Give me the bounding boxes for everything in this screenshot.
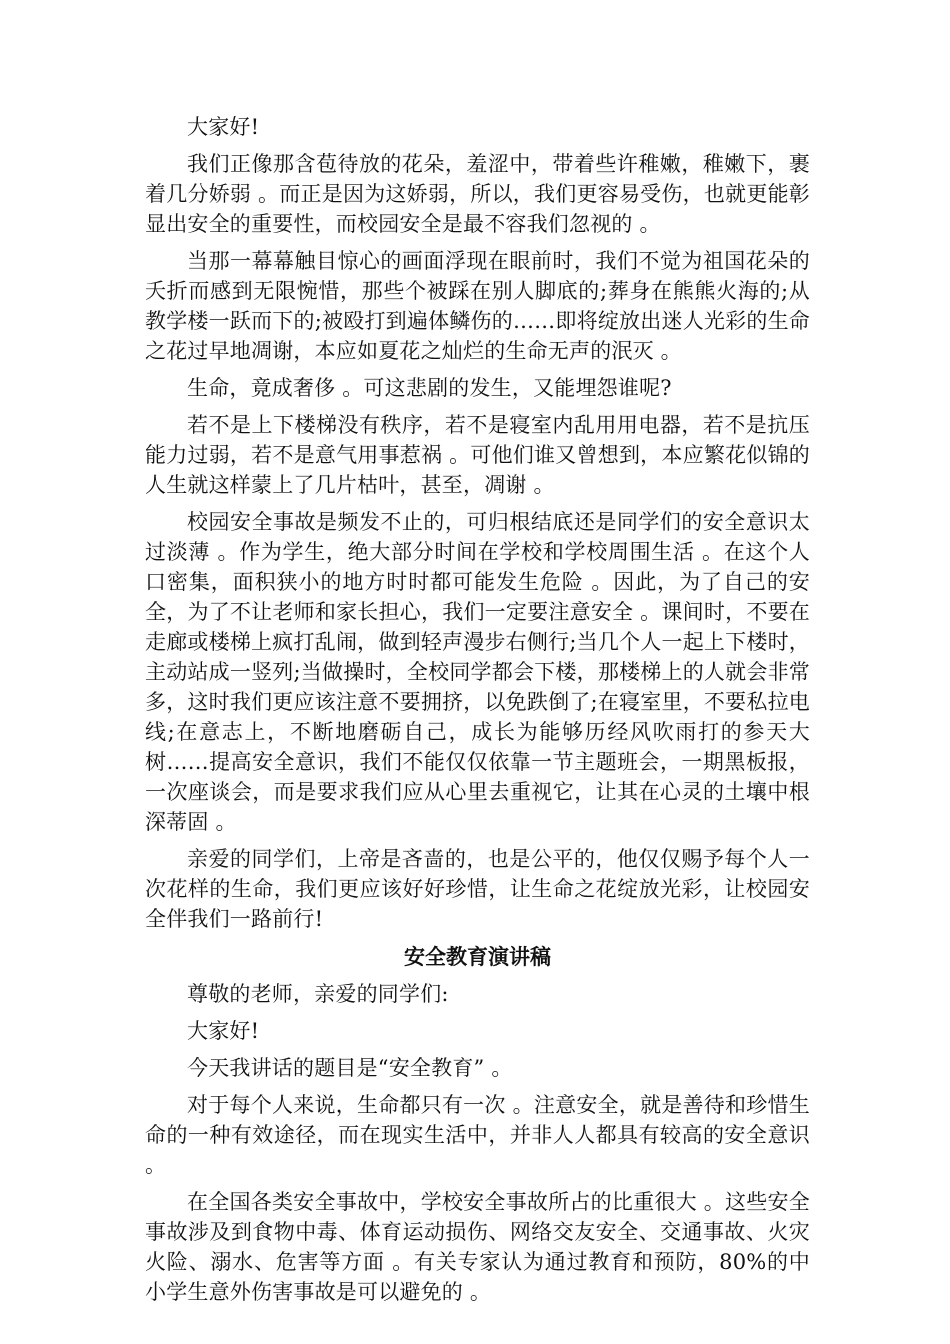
greeting-paragraph: 大家好! bbox=[187, 1019, 260, 1043]
body-paragraph: 对于每个人来说，生命都只有一次 。注意安全，就是善待和珍惜生命的一种有效途径，而在现实生活中，并非人人都具有较高的安全意识 。 bbox=[145, 1093, 810, 1177]
body-paragraph: 在全国各类安全事故中，学校安全事故所占的比重很大 。这些安全事故涉及到食物中毒、体育运动损伤、网络交友安全、交通事故、火灾火险、溺水、危害等方面 。有关专家认为通过教育和预防，80%的中小学生意外伤害事故是可以避免的 。 bbox=[145, 1190, 810, 1304]
section-title: 安全教育演讲稿 bbox=[404, 945, 551, 969]
body-paragraph: 我们正像那含苞待放的花朵，羞涩中，带着些许稚嫩，稚嫩下，裹着几分娇弱 。而正是因为这娇弱，所以，我们更容易受伤，也就更能彰显出安全的重要性，而校园安全是最不容我们忽视的 。 bbox=[145, 152, 810, 236]
body-paragraph: 今天我讲话的题目是“安全教育” 。 bbox=[187, 1056, 513, 1080]
greeting-paragraph: 大家好! bbox=[187, 115, 260, 139]
body-paragraph: 校园安全事故是频发不止的，可归根结底还是同学们的安全意识太过淡薄 。作为学生，绝大部分时间在学校和学校周围生活 。在这个人口密集，面积狭小的地方时时都可能发生危险 。因此，为了自己的安全，为了不让老师和家长担心，我们一定要注意安全 。课间时，不要在走廊或楼梯上疯打乱闹，做到轻声漫步右侧行;当几个人一起上下楼时，主动站成一竖列;当做操时，全校同学都会下楼，那楼梯上的人就会非常多，这时我们更应该注意不要拥挤，以免跌倒了;在寝室里，不要私拉电线;在意志上，不断地磨砺自己，成长为能够历经风吹雨打的参天大树……提高安全意识，我们不能仅仅依靠一节主题班会，一期黑板报，一次座谈会，而是要求我们应从心里去重视它，让其在心灵的土壤中根深蒂固 。 bbox=[145, 510, 810, 834]
body-paragraph: 亲爱的同学们，上帝是吝啬的，也是公平的，他仅仅赐予每个人一次花样的生命，我们更应该好好珍惜，让生命之花绽放光彩，让校园安全伴我们一路前行! bbox=[145, 847, 810, 931]
body-paragraph: 当那一幕幕触目惊心的画面浮现在眼前时，我们不觉为祖国花朵的夭折而感到无限惋惜，那些个被踩在别人脚底的;葬身在熊熊火海的;从教学楼一跃而下的;被殴打到遍体鳞伤的……即将绽放出迷人光彩的生命之花过早地凋谢，本应如夏花之灿烂的生命无声的泯灭 。 bbox=[145, 249, 810, 363]
salutation-paragraph: 尊敬的老师，亲爱的同学们: bbox=[187, 982, 449, 1006]
body-paragraph: 若不是上下楼梯没有秩序，若不是寝室内乱用用电器，若不是抗压能力过弱，若不是意气用事惹祸 。可他们谁又曾想到，本应繁花似锦的人生就这样蒙上了几片枯叶，甚至，凋谢 。 bbox=[145, 413, 810, 497]
body-paragraph: 生命，竟成奢侈 。可这悲剧的发生，又能埋怨谁呢? bbox=[187, 376, 672, 400]
document-page bbox=[145, 112, 810, 1314]
